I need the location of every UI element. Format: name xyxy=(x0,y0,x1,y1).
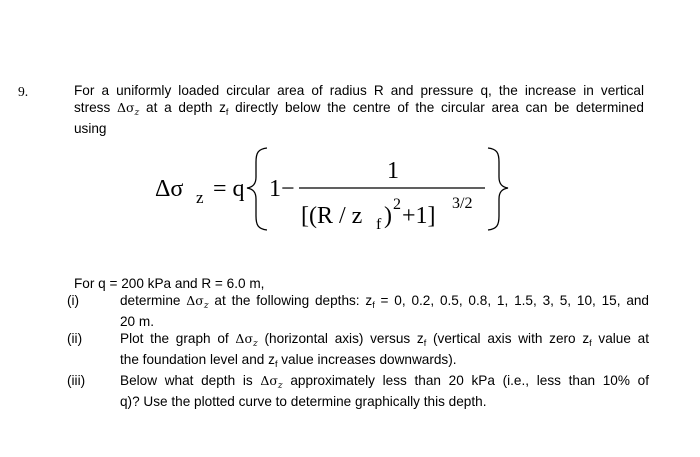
intro-text-stress: stress xyxy=(74,99,117,115)
intro-text-centre: directly below the centre of the circular area can be determined xyxy=(228,99,644,115)
given-values: For q = 200 kPa and R = 6.0 m, xyxy=(74,276,265,291)
item-text: determine xyxy=(120,292,187,308)
item-text: value at xyxy=(591,330,649,346)
sub-question-line: q)? Use the plotted curve to determine graphically this depth. xyxy=(120,394,487,409)
formula-one-minus: 1− xyxy=(269,176,295,202)
question-body xyxy=(67,276,649,411)
sub-question-line xyxy=(120,331,649,353)
depth-subscript: f xyxy=(372,299,375,310)
item-text: at the following depths: z xyxy=(208,292,373,308)
delta-sigma-symbol: Δσ xyxy=(260,372,278,388)
formula-denominator-exponent: 3/2 xyxy=(452,195,473,212)
depth-subscript: f xyxy=(225,106,229,117)
depth-subscript: f xyxy=(589,337,592,348)
delta-sigma-subscript: z xyxy=(277,380,283,391)
item-text: Plot the graph of xyxy=(120,330,236,346)
item-text: = 0, 0.2, 0.5, 0.8, 1, 1.5, 3, 5, 10, 15, and xyxy=(374,292,649,308)
item-text: value increases downwards). xyxy=(277,352,457,367)
delta-sigma-symbol: Δσ xyxy=(235,330,253,346)
intro-line-2 xyxy=(74,100,644,122)
formula-denominator-plus-one: +1] xyxy=(402,203,436,229)
sub-question-line xyxy=(120,293,649,315)
right-curly-brace xyxy=(488,148,508,230)
formula-equals-q: = q xyxy=(213,176,245,202)
sub-question-ii xyxy=(67,330,649,373)
formula-denominator-a: [(R / z xyxy=(301,203,363,229)
formula-lhs: Δσ xyxy=(155,176,184,202)
item-text: Below what depth is xyxy=(120,372,261,388)
formula-denominator-subscript: f xyxy=(376,216,382,233)
intro-text-depth: at a depth z xyxy=(139,99,226,115)
item-text: (vertical axis with zero z xyxy=(426,330,590,346)
formula-lhs-subscript: z xyxy=(196,188,204,207)
sub-question-line xyxy=(120,373,649,395)
sub-question-iii xyxy=(67,372,649,411)
sub-question-label: (i) xyxy=(67,292,80,308)
sub-question-line: 20 m. xyxy=(120,314,154,329)
item-text: (horizontal axis) versus z xyxy=(257,330,424,346)
depth-subscript: f xyxy=(274,359,278,369)
intro-line-1: For a uniformly loaded circular area of radius R and pressure q, the increase in vertical xyxy=(74,83,644,98)
delta-sigma-subscript: z xyxy=(252,338,258,349)
sub-question-i xyxy=(67,292,649,331)
sub-question-line xyxy=(120,352,649,373)
question-number: 9. xyxy=(18,84,29,99)
formula-numerator: 1 xyxy=(387,158,399,184)
delta-sigma-symbol: Δσ xyxy=(116,99,135,115)
left-curly-brace xyxy=(247,148,267,230)
formula-denominator-paren: ) xyxy=(384,203,392,229)
delta-sigma-subscript: z xyxy=(134,107,140,118)
boussinesq-formula xyxy=(155,140,515,235)
intro-line-3: using xyxy=(74,121,107,136)
formula-denominator-square: 2 xyxy=(393,196,401,213)
sub-question-label: (ii) xyxy=(67,330,83,346)
delta-sigma-subscript: z xyxy=(203,300,209,311)
depth-subscript: f xyxy=(423,337,427,348)
sub-question-label: (iii) xyxy=(67,372,86,388)
item-text: the foundation level and z xyxy=(120,352,275,367)
item-text: approximately less than 20 kPa (i.e., less than 10% of xyxy=(282,372,649,388)
question-intro xyxy=(74,83,644,138)
delta-sigma-symbol: Δσ xyxy=(186,292,204,308)
